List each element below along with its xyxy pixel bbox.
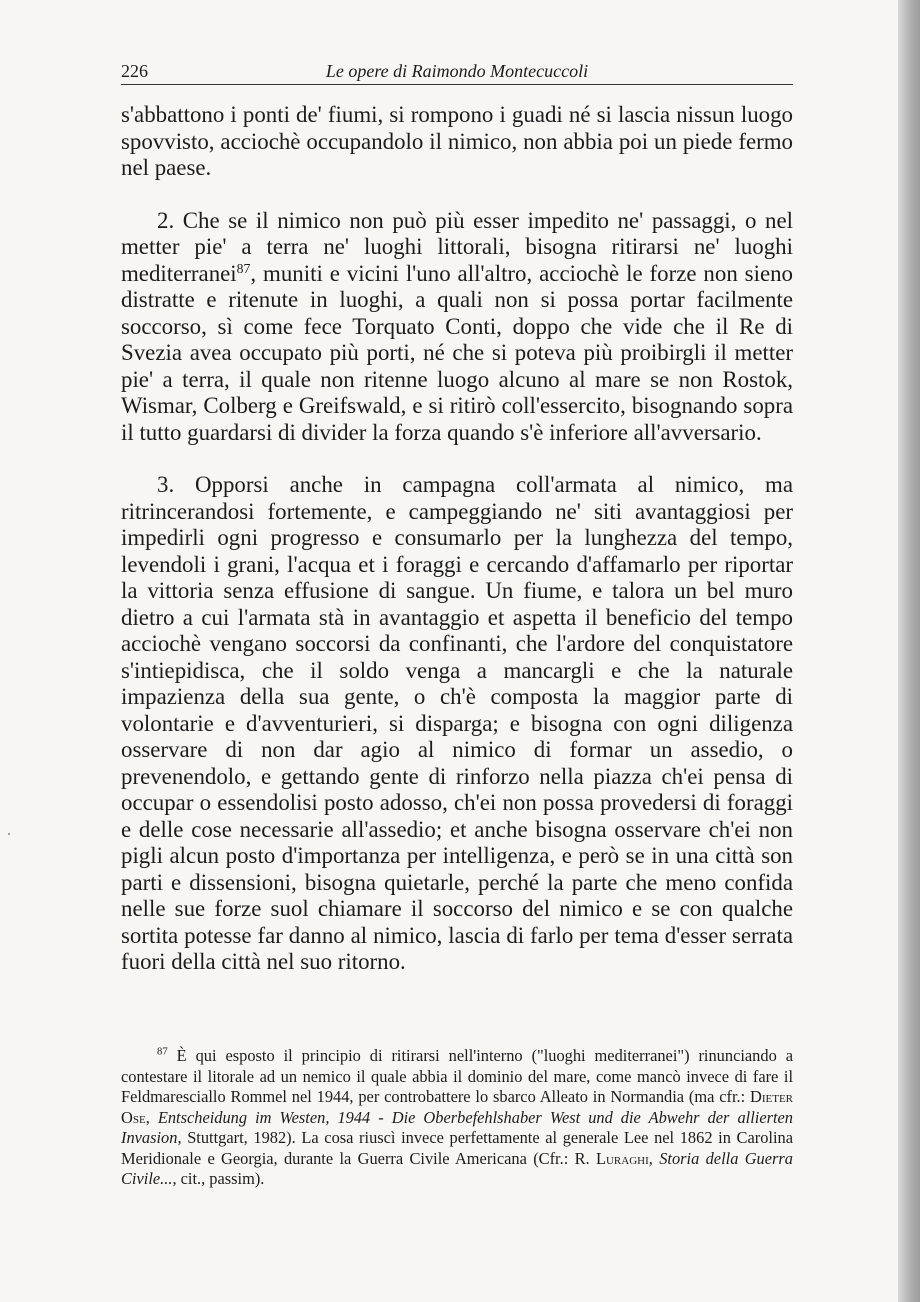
running-title: Le opere di Raimondo Montecuccoli [325, 61, 589, 81]
footnote-text-1: È qui esposto il principio di ritirarsi nell'interno ("luoghi mediterranei") rinunciando a contestare il litorale ad un nemico il quale abbia il dominio del mare, come mancò invece di fare il Feldmaresciallo Rommel nel 1944, per controbattere lo sbarco Alleato in Normandia (ma cfr.: [121, 1046, 793, 1106]
paragraph-2-text-b: , muniti e vicini l'uno all'altro, acciochè le forze non sieno distratte e ritenute in luoghi, a quali non si possa portar facilmente soccorso, sì come fece Torquato Conti, doppo che vide che il Re di Svezia avea occupato più porti, né che si poteva più proibirgli il metter pie' a terra, il quale non ritenne luogo alcuno al mare se non Rostok, Wismar, Colberg e Greifswald, e si ritirò coll'essercito, bisognando sopra il tutto guardarsi di divider la forza quando s'è inferiore all'avversario. [121, 260, 793, 445]
footnote-text-2: , [145, 1107, 158, 1127]
body-text [121, 102, 793, 976]
page-number: 226 [121, 61, 148, 81]
footnote-text-5: , cit., passim). [172, 1169, 265, 1188]
paragraph-3: 3. Opporsi anche in campagna coll'armata al nimico, ma ritrincerandosi fortemente, e campeggiando ne' siti avantaggiosi per impedirli ogni progresso e consumarlo per la lunghezza del tempo, levendoli i grani, l'acqua et i foraggi e cercando d'affamarlo per riportar la vittoria senza effusione di sangue. Un fiume, e talora un bel muro dietro a cui l'armata stà in avantaggio et aspetta il beneficio del tempo acciochè vengano soccorsi da confinanti, che l'ardore del conquistatore s'intiepidisca, che il soldo venga a mancargli e che la naturale impazienza della sua gente, o ch'è composta la maggior parte di volontarie e d'avventurieri, si disparga; e bisogna con ogni diligenza osservare di non dar agio al nimico di formar un assedio, o prevenendolo, e gettando gente di rinforzo nella piazza ch'ei pensa di occupar o essendolisi posto adosso, ch'ei non possa provedersi di foraggi e delle cose necessarie all'assedio; et anche bisogna osservare ch'ei non pigli alcun posto d'importanza per intelligenza, e però se in una città son parti e dissensioni, bisogna quietarle, perché la parte che meno confida nelle sue forze suol chiamare il soccorso del nimico e se con qualche sortita potesse far danno al nimico, lascia di farlo per tema d'esser serrata fuori della città nel suo ritorno. [121, 472, 793, 974]
footnote-title-2: Storia della Guerra Civile... [121, 1148, 793, 1188]
footnote [121, 1046, 793, 1190]
footnote-author-2: Luraghi [595, 1148, 649, 1168]
footnote-number: 87 [157, 1046, 168, 1058]
footnote-reference: 87 [236, 260, 251, 276]
footnote-text-4: , [648, 1148, 660, 1168]
paragraph-2 [121, 208, 793, 447]
scan-speck [8, 833, 10, 835]
paragraph-2-text-a: 2. Che se il nimico non può più esser impedito ne' passaggi, o nel metter pie' a terra ne' luoghi littorali, bisogna ritirarsi ne' luoghi mediterranei [121, 207, 793, 286]
running-head [121, 60, 793, 85]
footnote-author-1: Dieter Ose [121, 1087, 793, 1127]
footnote-title-1: Entscheidung im Westen, 1944 - Die Oberbefehlshaber West und die Abwehr der allierten Invasion [121, 1107, 793, 1147]
paragraph-1: s'abbattono i ponti de' fiumi, si rompono i guadi né si lascia nissun luogo spovvisto, acciochè occupandolo il nimico, non abbia poi un piede fermo nel paese. [121, 102, 793, 180]
book-spine-shadow [898, 0, 920, 1302]
footnote-text-3: , Stuttgart, 1982). La cosa riuscì invece perfettamente al generale Lee nel 1862 in Carolina Meridionale e Georgia, durante la Guerra Civile Americana (Cfr.: R. [121, 1128, 793, 1168]
